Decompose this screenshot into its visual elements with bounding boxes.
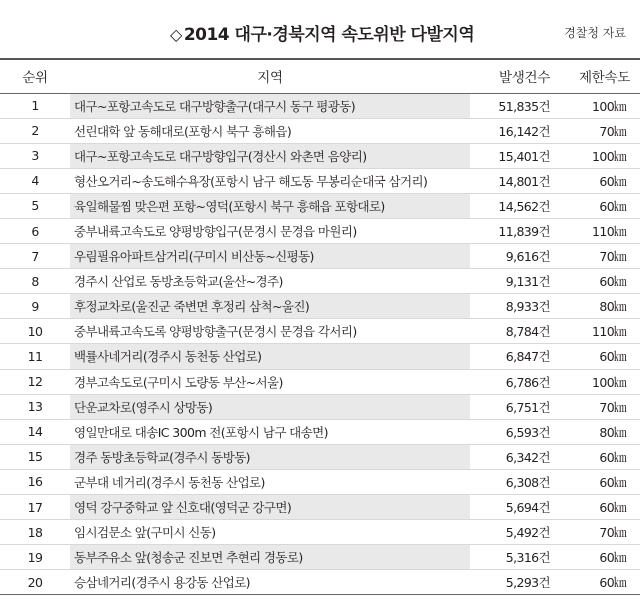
limit-cell: 110㎞ — [558, 218, 640, 243]
location-cell: 동부주유소 앞(청송군 진보면 추현리 경동로) — [70, 545, 470, 570]
table-row — [0, 444, 640, 469]
count-cell: 6,308건 — [470, 469, 558, 494]
rank-cell: 11 — [0, 344, 70, 369]
count-cell: 6,786건 — [470, 369, 558, 394]
rank-cell: 15 — [0, 444, 70, 469]
limit-cell: 60㎞ — [558, 168, 640, 193]
location-cell: 군부대 네거리(경주시 동천동 산업로) — [70, 469, 470, 494]
table-row — [0, 570, 640, 595]
count-cell: 6,847건 — [470, 344, 558, 369]
count-cell: 51,835건 — [470, 93, 558, 118]
header-limit: 제한속도 — [558, 59, 640, 93]
table-row — [0, 419, 640, 444]
location-cell: 선린대학 앞 동해대로(포항시 북구 흥해읍) — [70, 118, 470, 143]
rank-cell: 1 — [0, 93, 70, 118]
count-cell: 6,751건 — [470, 394, 558, 419]
location-cell: 영일만대로 대송IC 300m 전(포항시 남구 대송면) — [70, 419, 470, 444]
header-rank: 순위 — [0, 59, 70, 93]
count-cell: 14,562건 — [470, 193, 558, 218]
location-cell: 중부내륙고속도록 양평방향출구(문경시 문경읍 각서리) — [70, 319, 470, 344]
limit-cell: 60㎞ — [558, 193, 640, 218]
limit-cell: 80㎞ — [558, 419, 640, 444]
rank-cell: 5 — [0, 193, 70, 218]
title-text: 2014 대구·경북지역 속도위반 다발지역 — [183, 25, 475, 45]
title-row — [0, 0, 640, 58]
header-row — [0, 59, 640, 93]
header-count: 발생건수 — [470, 59, 558, 93]
limit-cell: 70㎞ — [558, 118, 640, 143]
rank-cell: 10 — [0, 319, 70, 344]
table-row — [0, 294, 640, 319]
count-cell: 8,933건 — [470, 294, 558, 319]
rank-cell: 7 — [0, 244, 70, 269]
rank-cell: 6 — [0, 218, 70, 243]
diamond-icon: ◇ — [170, 25, 182, 44]
count-cell: 9,616건 — [470, 244, 558, 269]
count-cell: 11,839건 — [470, 218, 558, 243]
rank-cell: 4 — [0, 168, 70, 193]
table-row — [0, 520, 640, 545]
table-row — [0, 545, 640, 570]
location-cell: 영덕 강구중학교 앞 신호대(영덕군 강구면) — [70, 495, 470, 520]
ranking-table — [0, 58, 640, 595]
table-row — [0, 469, 640, 494]
table-row — [0, 244, 640, 269]
limit-cell: 100㎞ — [558, 143, 640, 168]
count-cell: 9,131건 — [470, 269, 558, 294]
table-row — [0, 269, 640, 294]
table-row — [0, 168, 640, 193]
rank-cell: 16 — [0, 469, 70, 494]
location-cell: 승삼네거리(경주시 용강동 산업로) — [70, 570, 470, 595]
rank-cell: 19 — [0, 545, 70, 570]
location-cell: 대구~포항고속도로 대구방향입구(경산시 와촌면 음양리) — [70, 143, 470, 168]
count-cell: 5,293건 — [470, 570, 558, 595]
limit-cell: 60㎞ — [558, 570, 640, 595]
count-cell: 15,401건 — [470, 143, 558, 168]
count-cell: 14,801건 — [470, 168, 558, 193]
rank-cell: 18 — [0, 520, 70, 545]
count-cell: 6,342건 — [470, 444, 558, 469]
table-row — [0, 218, 640, 243]
count-cell: 8,784건 — [470, 319, 558, 344]
location-cell: 중부내륙고속도로 양평방향입구(문경시 문경읍 마원리) — [70, 218, 470, 243]
table-row — [0, 193, 640, 218]
header-location: 지역 — [70, 59, 470, 93]
limit-cell: 100㎞ — [558, 93, 640, 118]
table-row — [0, 344, 640, 369]
location-cell: 백률사네거리(경주시 동천동 산업로) — [70, 344, 470, 369]
limit-cell: 110㎞ — [558, 319, 640, 344]
location-cell: 경부고속도로(구미시 도량동 부산~서울) — [70, 369, 470, 394]
table-row — [0, 319, 640, 344]
limit-cell: 60㎞ — [558, 495, 640, 520]
page-title — [170, 20, 474, 45]
source-note: 경찰청 자료 — [564, 26, 626, 40]
location-cell: 임시검문소 앞(구미시 신동) — [70, 520, 470, 545]
location-cell: 대구~포항고속도로 대구방향출구(대구시 동구 평광동) — [70, 93, 470, 118]
location-cell: 단운교차로(영주시 상망동) — [70, 394, 470, 419]
rank-cell: 9 — [0, 294, 70, 319]
location-cell: 육일해물찜 맞은편 포항~영덕(포항시 북구 흥해읍 포항대로) — [70, 193, 470, 218]
limit-cell: 60㎞ — [558, 269, 640, 294]
rank-cell: 13 — [0, 394, 70, 419]
rank-cell: 20 — [0, 570, 70, 595]
rank-cell: 14 — [0, 419, 70, 444]
table-body — [0, 93, 640, 595]
limit-cell: 70㎞ — [558, 244, 640, 269]
limit-cell: 60㎞ — [558, 444, 640, 469]
table-row — [0, 495, 640, 520]
rank-cell: 12 — [0, 369, 70, 394]
limit-cell: 70㎞ — [558, 520, 640, 545]
location-cell: 경주시 산업로 동방초등학교(울산~경주) — [70, 269, 470, 294]
table-row — [0, 118, 640, 143]
table-row — [0, 93, 640, 118]
limit-cell: 60㎞ — [558, 545, 640, 570]
table-row — [0, 394, 640, 419]
table-header — [0, 59, 640, 93]
rank-cell: 2 — [0, 118, 70, 143]
location-cell: 후정교차로(울진군 죽변면 후정리 삼척~울진) — [70, 294, 470, 319]
rank-cell: 8 — [0, 269, 70, 294]
count-cell: 6,593건 — [470, 419, 558, 444]
limit-cell: 100㎞ — [558, 369, 640, 394]
table-row — [0, 143, 640, 168]
limit-cell: 80㎞ — [558, 294, 640, 319]
count-cell: 5,316건 — [470, 545, 558, 570]
rank-cell: 17 — [0, 495, 70, 520]
location-cell: 경주 동방초등학교(경주시 동방동) — [70, 444, 470, 469]
location-cell: 우림필유아파트삼거리(구미시 비산동~신평동) — [70, 244, 470, 269]
count-cell: 5,492건 — [470, 520, 558, 545]
location-cell: 형산오거리~송도해수욕장(포항시 남구 해도동 무봉리순대국 삼거리) — [70, 168, 470, 193]
limit-cell: 60㎞ — [558, 469, 640, 494]
limit-cell: 70㎞ — [558, 394, 640, 419]
rank-cell: 3 — [0, 143, 70, 168]
table-row — [0, 369, 640, 394]
count-cell: 5,694건 — [470, 495, 558, 520]
count-cell: 16,142건 — [470, 118, 558, 143]
limit-cell: 60㎞ — [558, 344, 640, 369]
